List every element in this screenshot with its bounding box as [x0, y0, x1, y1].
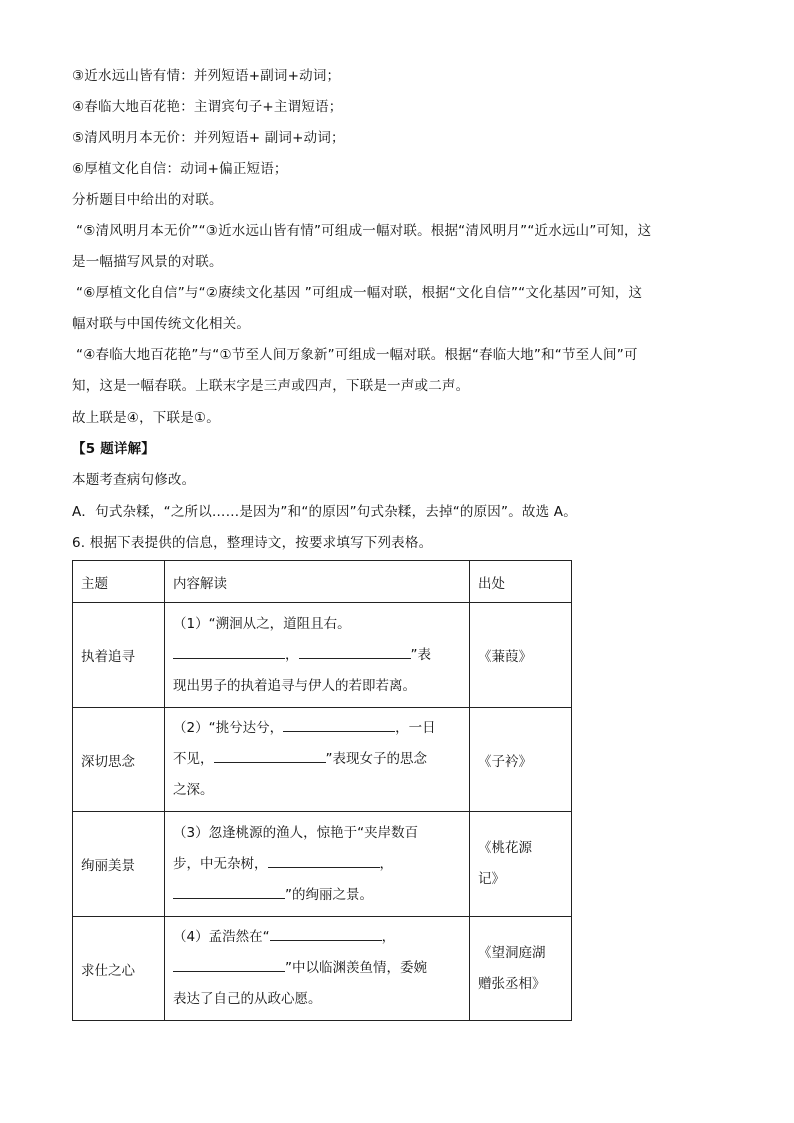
analysis-line: ③近水远山皆有情：并列短语+副词+动词；: [72, 68, 341, 84]
content-cell: （4）孟浩然在“ ， ”中以临渊羡鱼情，委婉 表达了自己的从政心愿。: [165, 917, 470, 1021]
table-row: [73, 917, 572, 1021]
table-row: [73, 812, 572, 917]
poetry-table: [72, 560, 572, 1021]
answer-blank[interactable]: [173, 884, 285, 899]
analysis-line: 幅对联与中国传统文化相关。: [72, 316, 251, 332]
source-cell: 《望洞庭湖 赠张丞相》: [470, 917, 572, 1021]
answer-blank[interactable]: [173, 644, 285, 659]
analysis-line: ⑤清风明月本无价：并列短语+ 副词+动词；: [72, 130, 345, 146]
theme-cell: 绚丽美景: [73, 812, 165, 917]
theme-cell: 深切思念: [73, 708, 165, 812]
content-cell: （1）“溯洄从之，道阻且右。 ， ”表 现出男子的执着追寻与伊人的若即若离。: [165, 603, 470, 708]
source-cell: 《桃花源 记》: [470, 812, 572, 917]
section-line: A．句式杂糅，“之所以……是因为”和“的原因”句式杂糅，去掉“的原因”。故选 A。: [72, 504, 577, 520]
analysis-line: “④春临大地百花艳”与“①节至人间万象新”可组成一幅对联。根据“春临大地”和“节至人间”可: [76, 347, 638, 363]
source-cell: 《蒹葭》: [470, 603, 572, 708]
analysis-line: 故上联是④，下联是①。: [72, 410, 220, 426]
content-cell: （3）忽逢桃源的渔人，惊艳于“夹岸数百 步，中无杂树， ， ”的绚丽之景。: [165, 812, 470, 917]
answer-blank[interactable]: [173, 957, 285, 972]
table-row: [73, 603, 572, 708]
content-cell: （2）“挑兮达兮， ，一日 不见， ”表现女子的思念 之深。: [165, 708, 470, 812]
analysis-line: ④春临大地百花艳：主谓宾句子+主谓短语；: [72, 99, 343, 115]
theme-cell: 执着追寻: [73, 603, 165, 708]
analysis-line: 分析题目中给出的对联。: [72, 192, 223, 208]
theme-cell: 求仕之心: [73, 917, 165, 1021]
analysis-line: “⑤清风明月本无价”“③近水远山皆有情”可组成一幅对联。根据“清风明月”“近水远山”可知，这: [76, 223, 652, 239]
analysis-line: 是一幅描写风景的对联。: [72, 254, 223, 270]
analysis-line: ⑥厚植文化自信：动词+偏正短语；: [72, 161, 288, 177]
answer-blank[interactable]: [214, 748, 326, 763]
analysis-line: “⑥厚植文化自信”与“②赓续文化基因 ”可组成一幅对联，根据“文化自信”“文化基因”可知，这: [76, 285, 643, 301]
answer-blank[interactable]: [268, 853, 380, 868]
answer-blank[interactable]: [299, 644, 411, 659]
section-line: 本题考查病句修改。: [72, 472, 196, 488]
header-content: 内容解读: [165, 561, 470, 603]
header-source: 出处: [470, 561, 572, 603]
section-heading: 【5 题详解】: [72, 441, 155, 457]
header-theme: 主题: [73, 561, 165, 603]
question-prompt: 6. 根据下表提供的信息，整理诗文，按要求填写下列表格。: [72, 535, 433, 551]
answer-blank[interactable]: [283, 717, 395, 732]
source-cell: 《子衿》: [470, 708, 572, 812]
analysis-line: 知，这是一幅春联。上联末字是三声或四声，下联是一声或二声。: [72, 378, 470, 394]
table-header-row: [73, 561, 572, 603]
answer-blank[interactable]: [270, 926, 382, 941]
table-row: [73, 708, 572, 812]
